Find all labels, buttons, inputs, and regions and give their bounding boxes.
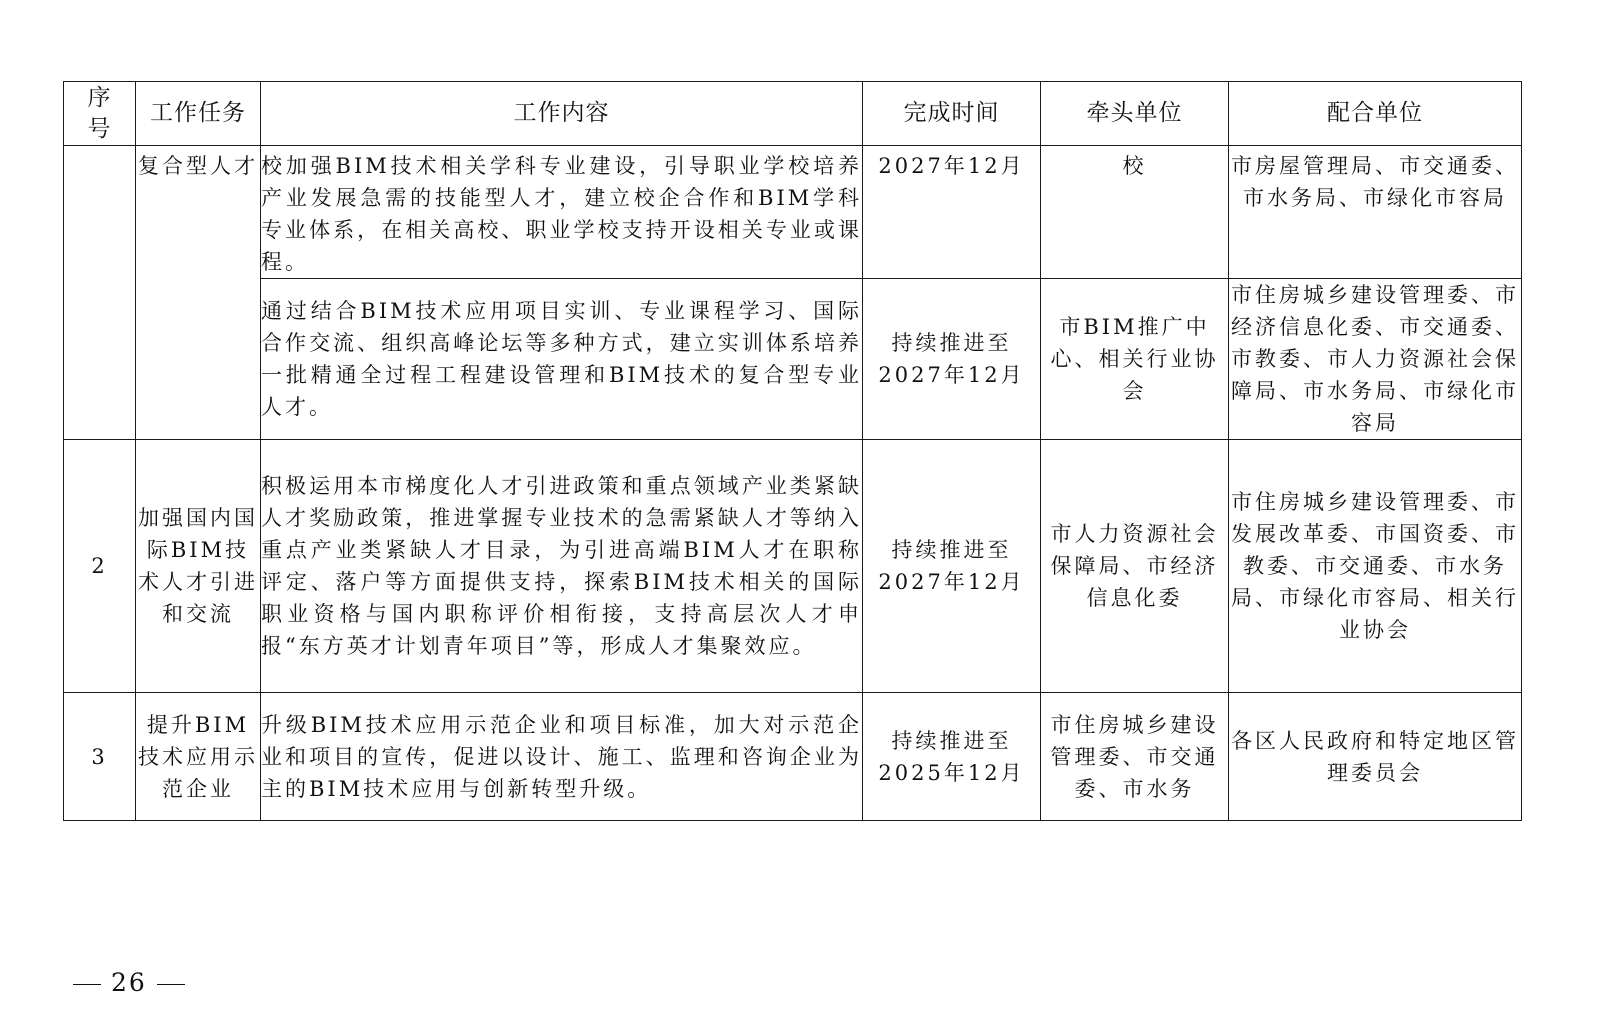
content-text: 通过结合BIM技术应用项目实训、专业课程学习、国际合作交流、组织高峰论坛等多种方式，建立实训体系培养一批精通全过程工程建设管理和BIM技术的复合型专业人才。 (261, 299, 862, 419)
row-time-cell (863, 279, 1041, 440)
time-text: 持续推进至2027年12月 (878, 538, 1025, 594)
table-row (64, 693, 1522, 821)
row-content-cell (261, 279, 863, 440)
header-content: 工作内容 (261, 82, 863, 146)
content-text: 积极运用本市梯度化人才引进政策和重点领域产业类紧缺人才奖励政策，推进掌握专业技术的急需紧缺人才等纳入重点产业类紧缺人才目录，为引进高端BIM人才在职称评定、落户等方面提供支持，探索BIM技术相关的国际职业资格与国内职称评价相衔接，支持高层次人才申报“东方英才计划青年项目”等，形成人才集聚效应。 (261, 474, 862, 658)
lead-text: 市BIM推广中心、相关行业协会 (1050, 315, 1219, 403)
task-table (63, 81, 1522, 821)
row-task-cell (136, 146, 261, 440)
table-row (64, 440, 1522, 693)
row-content-cell (261, 693, 863, 821)
row-index-cell: 3 (64, 693, 136, 821)
table-row (64, 279, 1522, 440)
row-content-cell (261, 440, 863, 693)
task-text: 提升BIM技术应用示范企业 (138, 712, 258, 801)
page-number-dash-left (73, 984, 101, 985)
time-text: 持续推进至2025年12月 (878, 728, 1025, 785)
page-number-dash-right (157, 984, 185, 985)
lead-text: 市人力资源社会保障局、市经济信息化委 (1050, 522, 1219, 610)
row-partner-cell (1229, 279, 1522, 440)
time-text: 持续推进至2027年12月 (878, 331, 1025, 387)
lead-text: 市住房城乡建设管理委、市交通委、市水务 (1050, 712, 1219, 801)
header-time: 完成时间 (863, 82, 1041, 146)
partner-text: 各区人民政府和特定地区管理委员会 (1231, 728, 1519, 785)
header-task: 工作任务 (136, 82, 261, 146)
content-text: 升级BIM技术应用示范企业和项目标准，加大对示范企业和项目的宣传，促进以设计、施工、监理和咨询企业为主的BIM技术应用与创新转型升级。 (261, 712, 862, 801)
header-partner: 配合单位 (1229, 82, 1522, 146)
row-task-cell (136, 440, 261, 693)
row-time-cell (863, 693, 1041, 821)
partner-text: 市房屋管理局、市交通委、市水务局、市绿化市容局 (1231, 154, 1519, 210)
row-index-cell: 2 (64, 440, 136, 693)
header-lead: 牵头单位 (1041, 82, 1229, 146)
partner-text: 市住房城乡建设管理委、市经济信息化委、市交通委、市教委、市人力资源社会保障局、市水务局、市绿化市容局 (1231, 283, 1519, 435)
row-partner-cell (1229, 440, 1522, 693)
row-task-cell (136, 693, 261, 821)
task-text: 加强国内国际BIM技术人才引进和交流 (138, 506, 258, 626)
row-time-cell (863, 440, 1041, 693)
table-row (64, 146, 1522, 279)
row-index-cell (64, 146, 136, 440)
row-partner-cell (1229, 146, 1522, 279)
page-number (63, 968, 195, 997)
lead-text: 校 (1122, 154, 1147, 178)
partner-text: 市住房城乡建设管理委、市发展改革委、市国资委、市教委、市交通委、市水务局、市绿化市容局、相关行业协会 (1231, 490, 1519, 642)
row-lead-cell (1041, 440, 1229, 693)
row-partner-cell (1229, 693, 1522, 821)
time-text: 2027年12月 (878, 154, 1025, 178)
page-number-value: 26 (111, 968, 147, 997)
content-text: 校加强BIM技术相关学科专业建设，引导职业学校培养产业发展急需的技能型人才，建立校企合作和BIM学科专业体系，在相关高校、职业学校支持开设相关专业或课程。 (261, 154, 862, 274)
header-index: 序号 (64, 82, 136, 146)
row-lead-cell (1041, 146, 1229, 279)
row-lead-cell (1041, 279, 1229, 440)
row-lead-cell (1041, 693, 1229, 821)
row-time-cell (863, 146, 1041, 279)
table-header-row (64, 82, 1522, 146)
row-content-cell (261, 146, 863, 279)
task-text: 复合型人才 (138, 154, 258, 178)
